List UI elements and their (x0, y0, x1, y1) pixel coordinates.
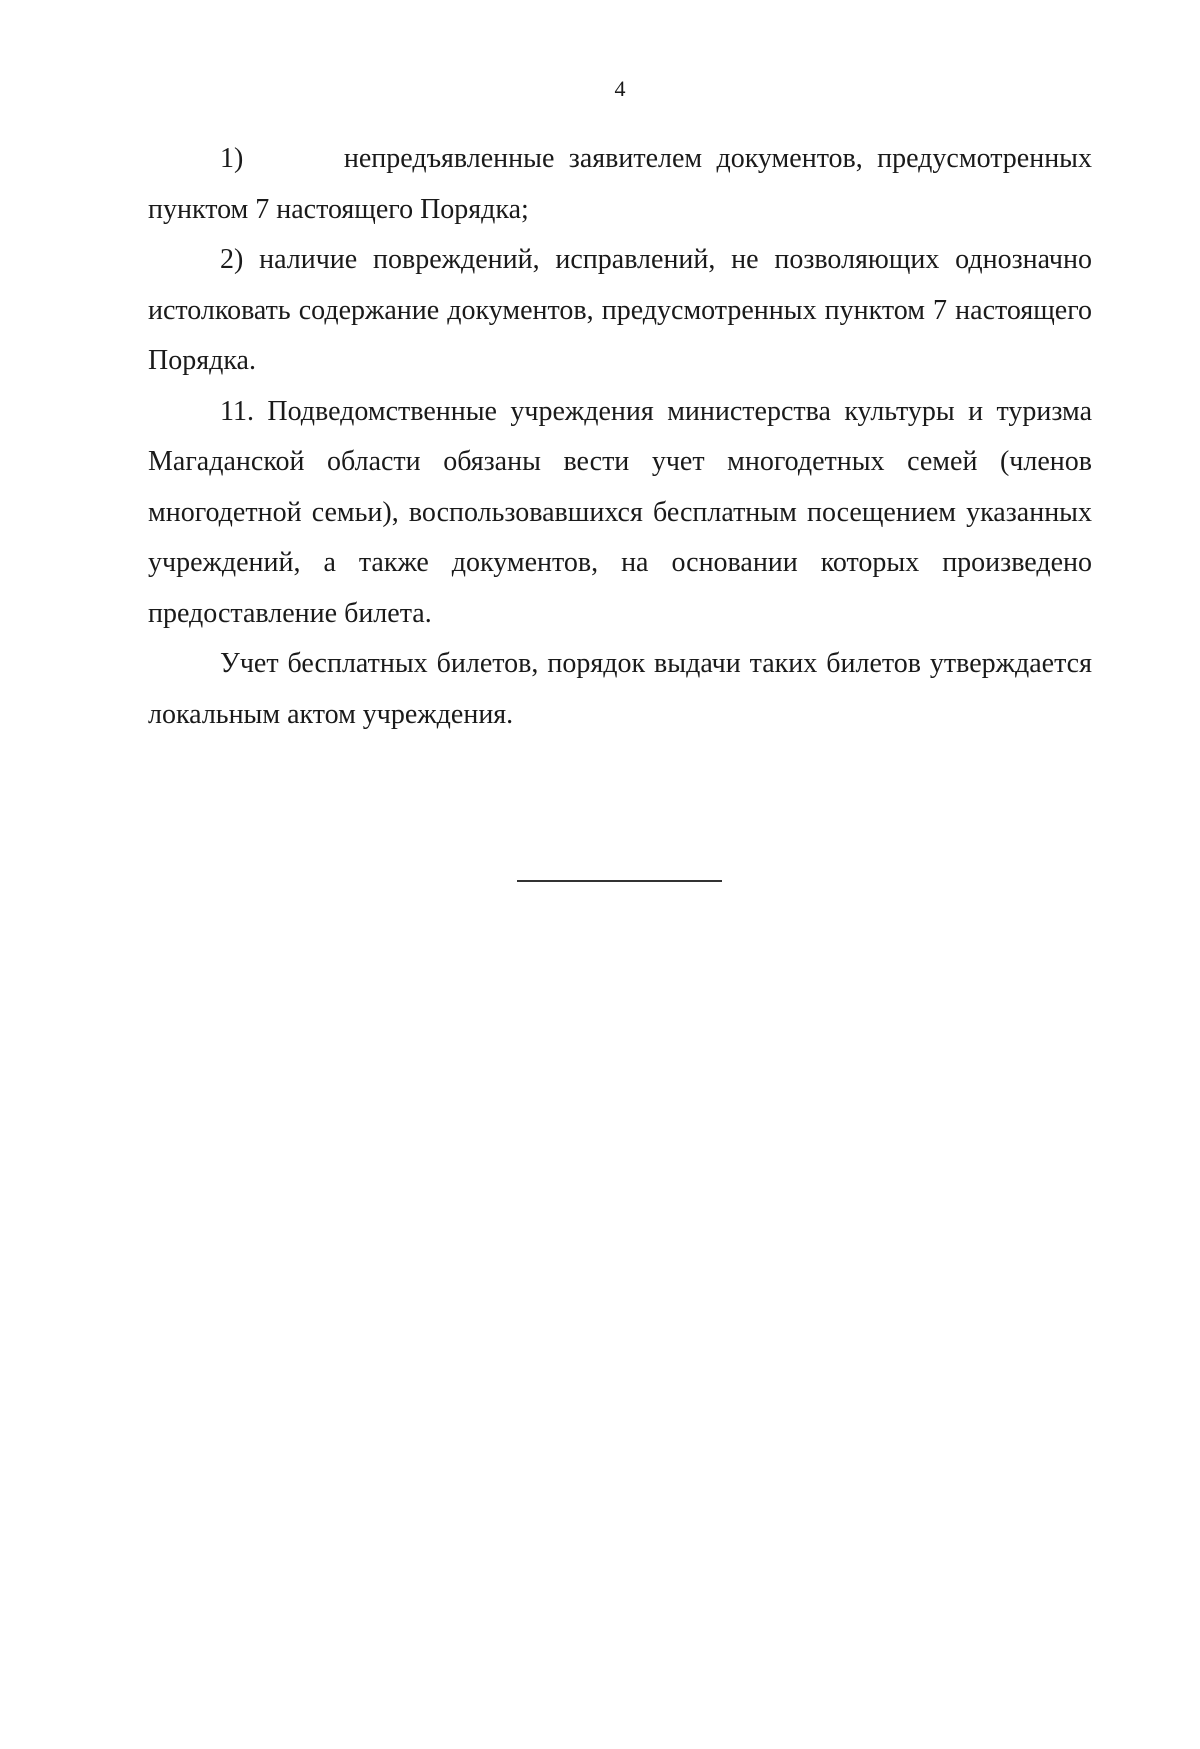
list-item-2: 2) наличие повреждений, исправлений, не позволяющих однозначно истолковать содержание документов, предусмотренных пунктом 7 настоящего Порядка. (148, 244, 1092, 376)
page-number: 4 (614, 76, 626, 101)
ticket-accounting-paragraph: Учет бесплатных билетов, порядок выдачи таких билетов утверждается локальным актом учреждения. (148, 648, 1092, 730)
section-11-paragraph: 11. Подведомственные учреждения министерства культуры и туризма Магаданской области обязаны вести учет многодетных семей (членов многодетной семьи), воспользовавшихся бесплатным посещением указанных учреждений, а также документов, на основании которых произведено предоставление билета. (148, 395, 1092, 629)
end-separator-line (517, 880, 722, 882)
list-item-1: 1) непредъявленные заявителем документов, предусмотренных пунктом 7 настоящего Порядка; (148, 143, 1092, 225)
document-body (148, 134, 1092, 740)
